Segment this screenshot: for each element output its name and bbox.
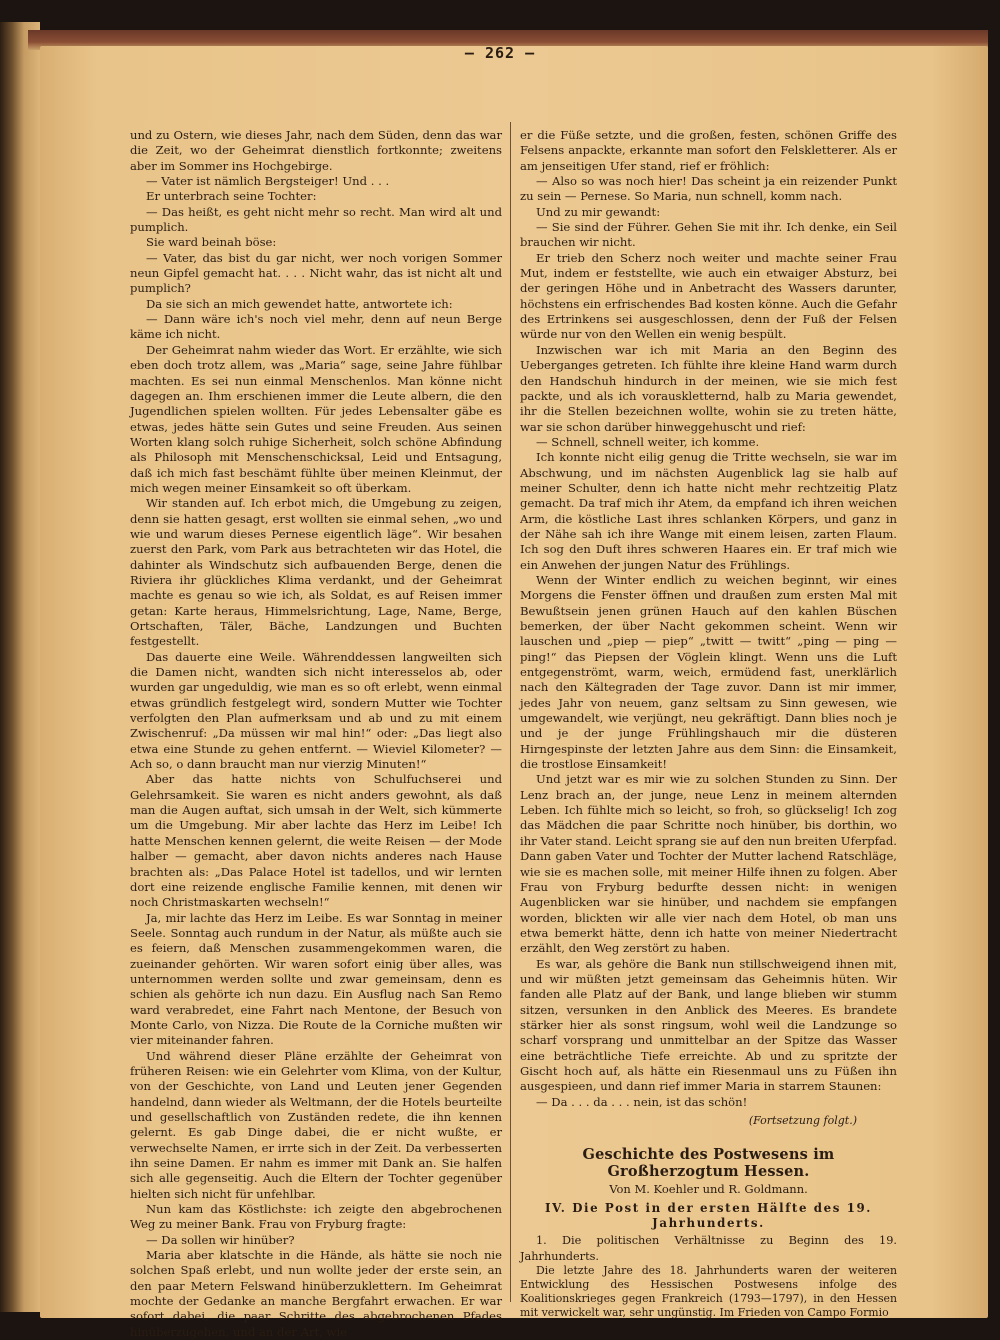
paragraph: Und zu mir gewandt: (536, 204, 661, 219)
paragraph: Da sie sich an mich gewendet hatte, antwortete ich: (146, 296, 453, 311)
paragraph: Ja, mir lachte das Herz im Leibe. Es war Sonntag in meiner Seele. Sonntag auch rundum in der Natur, als müßte auch sie es feiern, daß Menschen zusammengekommen waren, die zueinander gehörten. Wir waren sofort einig über alles, was unternommen werden sollte und zwar gemeinsam, denn es schien als gehörte ich nun dazu. Ein Ausflug nach San Remo ward verabredet, eine Fahrt nach Mentone, der Besuch von Monte Carlo, von Nizza. Die Route de la Corniche mußten wir vier miteinander fahren. (130, 910, 502, 1048)
paragraph: und zu Ostern, wie dieses Jahr, nach dem Süden, denn das war die Zeit, wo der Geheimrat dienstlich fortkonnte; zweitens aber im Sommer ins Hochgebirge. (130, 128, 502, 173)
paragraph: Das dauerte eine Weile. Währenddessen langweilten sich die Damen nicht, wandten sich nicht interesselos ab, oder wurden gar ungeduldig, wie man es so oft erlebt, wenn einmal etwas gründlich festgelegt wird, sondern Mutter wie Tochter verfolgten den Plan aufmerksam und ab und zu mit einem Zwischenruf: „Da müssen wir mal hin!“ oder: „Das liegt also etwa eine Stunde zu gehen entfernt. — Wieviel Kilometer? — Ach so, o dann braucht man nur vierzig Minuten!“ (130, 649, 502, 772)
paragraph: Und während dieser Pläne erzählte der Geheimrat von früheren Reisen: wie ein Gelehrter vom Klima, von der Kultur, von der Geschichte, von Land und Leuten jener Gegenden handelnd, dann wieder als Weltmann, der die Hotels beurteilte und gesellschaftlich von Zuständen redete, die ihn kennen gelernt. Es gab Dinge dabei, die er nicht wußte, er verwechselte Namen, er irrte sich in der Zeit. Da verbesserten ihn seine Damen. Er nahm es immer mit Dank an. Sie halfen sich alle gegenseitig. Auch die Eltern der Tochter gegenüber hielten sich nicht für unfehlbar. (130, 1048, 502, 1201)
paragraph: — Schnell, schnell weiter, ich komme. (536, 434, 760, 449)
paragraph: — Vater, das bist du gar nicht, wer noch vorigen Sommer neun Gipfel gemacht hat. . . . Nicht wahr, das ist nicht alt und pumplich? (130, 250, 502, 296)
paragraph: Inzwischen war ich mit Maria an den Beginn des Ueberganges getreten. Ich fühlte ihre kleine Hand warm durch den Handschuh hindurch in der meinen, wie sie mich fest packte, und als ich vorauskletternd, halb zu Maria gewendet, ihr die Stellen bezeichnen wollte, wohin sie zu treten hätte, war sie schon darüber hinweggehuscht und rief: (520, 342, 897, 434)
paragraph: Er unterbrach seine Tochter: (146, 189, 317, 204)
paragraph: — Da . . . da . . . nein, ist das schön! (536, 1094, 748, 1109)
paragraph: — Sie sind der Führer. Gehen Sie mit ihr. Ich denke, ein Seil brauchen wir nicht. (520, 220, 897, 250)
paragraph: — Vater ist nämlich Bergsteiger! Und . . . (146, 174, 390, 189)
paragraph: — Dann wäre ich's noch viel mehr, denn auf neun Berge käme ich nicht. (130, 312, 502, 342)
chapter-heading: IV. Die Post in der ersten Hälfte des 19. Jahrhunderts. (544, 1200, 873, 1231)
paragraph: Es war, als gehöre die Bank nun stillschweigend ihnen mit, und wir müßten jetzt gemeinsam das Geheimnis hüten. Wir fanden alle Platz auf der Bank, und lange blieben wir stumm sitzen, versunken in den Anblick des Meeres. Es brandete stärker hier als sonst ringsum, wohl weil die Landzunge so scharf vorsprang und unmittelbar an der Spitze das Wasser eine beträchtliche Tiefe erreichte. Ab und zu spritzte der Gischt hoch auf, als hätte ein Riesenmaul uns zu Füßen ihn ausgespieen, und dann rief immer Maria in starrem Staunen: (520, 956, 897, 1094)
paragraph: Der Geheimrat nahm wieder das Wort. Er erzählte, wie sich eben doch trotz allem, was „Maria“ sage, seine Jahre fühlbar machten. Es sei nun einmal Menschenlos. Man könne nicht dagegen an. Ihm erschienen immer die Leute albern, die den Jugendlichen spielen wollten. Für jedes Lebensalter gäbe es etwas, jedes hätte sein Gutes und seine Freuden. Aus seinen Worten klang solch ruhige Sicherheit, solch schöne Abfindung als Philosoph mit Menschenschicksal, Leid und Entsagung, daß ich mich fast beschämt fühlte über meinen Kleinmut, der mich wegen meiner Einsamkeit so oft überkam. (130, 342, 502, 495)
paragraph: — Das heißt, es geht nicht mehr so recht. Man wird alt und pumplich. (130, 204, 502, 235)
left-column (130, 128, 502, 1340)
paragraph: er die Füße setzte, und die großen, festen, schönen Griffe des Felsens anpackte, erkannte man sofort den Felskletterer. Als er am jenseitigen Ufer stand, rief er fröhlich: (520, 128, 897, 173)
paragraph: Sie ward beinah böse: (146, 235, 277, 250)
paragraph: Nun kam das Köstlichste: ich zeigte den abgebrochenen Weg zu meiner Bank. Frau von Fryburg fragte: (130, 1202, 502, 1232)
paragraph: Er trieb den Scherz noch weiter und machte seiner Frau Mut, indem er feststellte, wie auch ein etwaiger Absturz, bei der geringen Höhe und in Anbetracht des Wassers darunter, höchstens ein erfrischendes Bad kosten könne. Auch die Gefahr des Ertrinkens sei ausgeschlossen, denn der Fuß der Felsen würde nur von den Wellen ein wenig bespült. (520, 250, 897, 342)
paragraph: Aber das hatte nichts von Schulfuchserei und Gelehrsamkeit. Sie waren es nicht anders gewohnt, als daß man die Augen auftat, sich umsah in der Welt, sich kümmerte um die Umgebung. Mir aber lachte das Herz im Leibe! Ich hatte Menschen kennen gelernt, die weite Reisen — der Mode halber — gemacht, aber davon nichts anderes nach Hause brachten als: „Das Palace Hotel ist tadellos, und wir lernten dort eine reizende englische Familie kennen, mit denen wir noch Christmaskarten wechseln!“ (130, 772, 502, 910)
page-number: — 262 — (464, 44, 536, 62)
article-authors: Von M. Koehler und R. Goldmann. (609, 1182, 808, 1197)
paragraph: — Da sollen wir hinüber? (146, 1232, 295, 1247)
column-divider (510, 122, 511, 1302)
paragraph: — Also so was noch hier! Das scheint ja ein reizender Punkt zu sein — Pernese. So Maria, nun schnell, komm nach. (520, 174, 897, 204)
right-column (520, 128, 897, 1320)
paragraph: Wenn der Winter endlich zu weichen beginnt, wir eines Morgens die Fenster öffnen und draußen zum ersten Mal mit Bewußtsein jenen grünen Hauch auf den kahlen Büschen bemerken, der über Nacht gekommen scheint. Wenn wir lauschen und „piep — piep“ „twitt — twitt“ „ping — ping — ping!“ das Piepsen der Vöglein klingt. Wenn uns die Luft entgegenströmt, warm, weich, ermüdend fast, unerklärlich nach den Kältegraden der Tage zuvor. Dann ist mir immer, jedes Jahr von neuem, ganz seltsam zu Sinn gewesen, wie umgewandelt, wie verjüngt, neu gekräftigt. Dann blies noch je und je der junge Frühlingshauch mir die düsteren Hirngespinste der letzten Jahre aus dem Sinn: die Einsamkeit, die trostlose Einsamkeit! (520, 572, 897, 772)
paragraph: Ich konnte nicht eilig genug die Tritte wechseln, sie war im Abschwung, und im nächsten Augenblick lag sie halb auf meiner Schulter, denn ich hatte nicht mehr rechtzeitig Platz gemacht. Da traf mich ihr Atem, da empfand ich ihren weichen Arm, die köstliche Last ihres schlanken Körpers, und ganz in der Nähe sah ich ihre Wange mit einem leisen, zarten Flaum. Ich sog den Duft ihres schweren Haares ein. Er traf mich wie ein Anwehen der jungen Natur des Frühlings. (520, 450, 897, 572)
paragraph: Wir standen auf. Ich erbot mich, die Umgebung zu zeigen, denn sie hatten gesagt, erst wollten sie einmal sehen, „wo und wie und warum dieses Pernese eigentlich läge“. Wir besahen zuerst den Park, vom Park aus betrachteten wir das Hotel, die dahinter als Windschutz sich aufbauenden Berge, denen die Riviera ihr glückliches Klima verdankt, und der Geheimrat machte es genau so wie ich, als Soldat, es auf Reisen immer getan: Karte heraus, Himmelsrichtung, Lage, Name, Berge, Ortschaften, Täler, Bäche, Landzungen und Buchten festgestellt. (130, 496, 502, 649)
paragraph: Und jetzt war es mir wie zu solchen Stunden zu Sinn. Der Lenz brach an, der junge, neue Lenz in meinem alternden Leben. Ich fühlte mich so leicht, so froh, so glückselig! Ich zog das Mädchen die paar Schritte noch hinüber, bis dorthin, wo ihr Vater stand. Leicht sprang sie auf den nun breiten Uferpfad. Dann gaben Vater und Tochter der Mutter lachend Ratschläge, wie sie es machen solle, mit meiner Hilfe ihnen zu folgen. Aber Frau von Fryburg bedurfte dessen nicht: in wenigen Augenblicken war sie hinüber, und nachdem sie empfangen worden, blickten wir alle vier nach dem Hotel, ob man uns etwa bemerkt hätte, denn ich hatte von meiner Niedertracht erzählt, den Weg zerstört zu haben. (520, 772, 897, 956)
book-edge (0, 22, 40, 1312)
article-paragraph: Die letzte Jahre des 18. Jahrhunderts waren der weiteren Entwicklung des Hessischen Postwesens infolge des Koalitionskrieges gegen Frankreich (1793—1797), in den Hessen mit verwickelt war, sehr ungünstig. Im Frieden von Campo Formio (520, 1264, 897, 1320)
paragraph: Maria aber klatschte in die Hände, als hätte sie noch nie solchen Spaß erlebt, und nun wollte jeder der erste sein, an den paar Metern Felswand hinüberzuklettern. Im Geheimrat mochte der Gedanke an manche Bergfahrt erwachen. Er war sofort dabei, die paar Schritte des abgebrochenen Pfades hinüberzugehen, und an der Art, wie (130, 1248, 502, 1339)
section-title: 1. Die politischen Verhältnisse zu Beginn des 19. Jahrhunderts. (520, 1234, 897, 1263)
article-title: Geschichte des Postwesens im Großherzogtum Hessen. (582, 1146, 835, 1181)
continuation-note: (Fortsetzung folgt.) (748, 1114, 857, 1127)
